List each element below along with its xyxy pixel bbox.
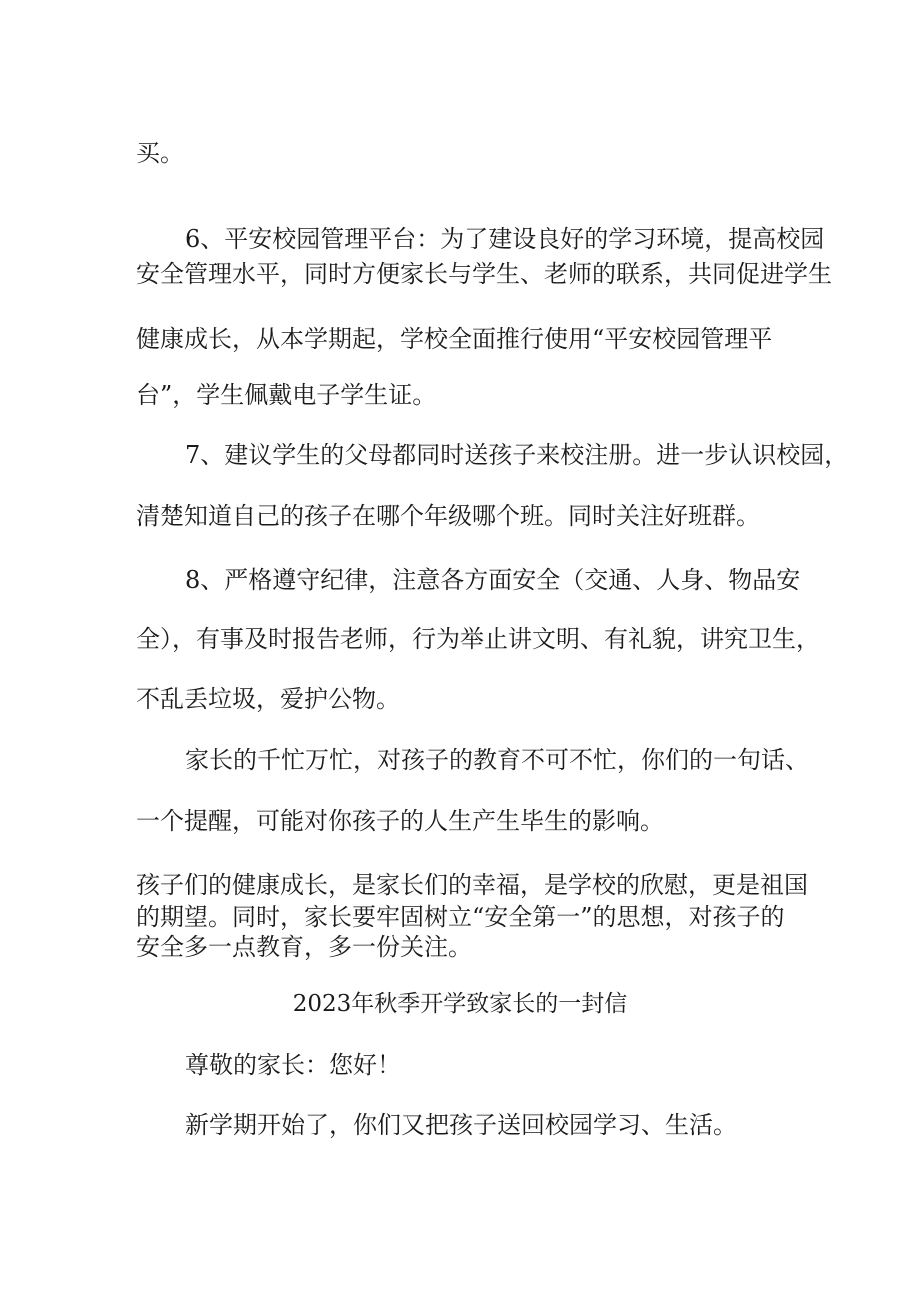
letter-title: 2023年秋季开学致家长的一封信 — [292, 991, 628, 1017]
text-line-11: 家长的千忙万忙，对孩子的教育不可不忙，你们的一句话、 — [185, 746, 809, 774]
text-line-13: 孩子们的健康成长，是家长们的幸福，是学校的欣慰，更是祖国 — [136, 871, 808, 899]
text-line-15: 安全多一点教育，多一份关注。 — [136, 933, 472, 961]
text-line-8: 8、严格遵守纪律，注意各方面安全（交通、人身、物品安 — [185, 566, 801, 594]
text-line-2: 6、平安校园管理平台：为了建设良好的学习环境，提高校园 — [185, 225, 825, 253]
text-line-12: 一个提醒，可能对你孩子的人生产生毕生的影响。 — [136, 807, 664, 835]
text-line-3: 安全管理水平，同时方便家长与学生、老师的联系，共同促进学生 — [136, 260, 832, 288]
opening-line: 新学期开始了，你们又把孩子送回校园学习、生活。 — [185, 1111, 737, 1139]
text-line-9: 全），有事及时报告老师，行为举止讲文明、有礼貌，讲究卫生， — [136, 625, 820, 653]
greeting-line: 尊敬的家长：您好！ — [185, 1051, 401, 1079]
text-line-1: 买。 — [136, 139, 184, 167]
text-line-14: 的期望。同时，家长要牢固树立“安全第一”的思想，对孩子的 — [136, 903, 785, 931]
text-line-6: 7、建议学生的父母都同时送孩子来校注册。进一步认识校园， — [185, 441, 849, 469]
text-line-7: 清楚知道自己的孩子在哪个年级哪个班。同时关注好班群。 — [136, 502, 760, 530]
text-line-10: 不乱丢垃圾，爱护公物。 — [136, 685, 400, 713]
text-line-5: 台”，学生佩戴电子学生证。 — [136, 381, 437, 409]
text-line-4: 健康成长，从本学期起，学校全面推行使用“平安校园管理平 — [136, 325, 773, 353]
